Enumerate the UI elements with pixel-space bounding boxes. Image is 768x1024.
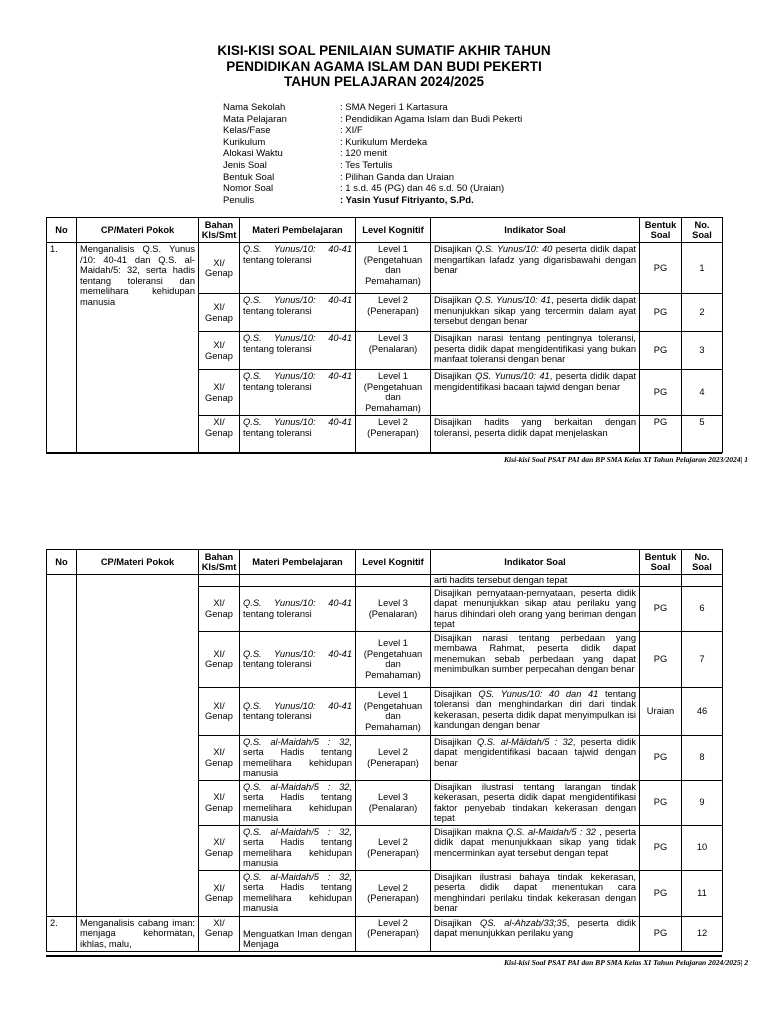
indikator-ayat: Q.S. al-Māidah/5 : 32	[476, 736, 573, 747]
indikator-post: , peserta didik dapat menunjukkaan sikap yang tidak mencerminkan ayat tersebut dengan tepat	[434, 826, 636, 858]
indikator-post: , peserta didik dapat menunjukkan sikap yang tercermin dalam ayat tersebut dengan benar	[434, 295, 636, 326]
materi-ayat: Q.S. Yunus/10: 40-41	[243, 700, 352, 711]
indikator-ayat: Q.S. Yunus/10: 40	[475, 244, 553, 254]
bahan-cell: XI/ Genap	[199, 294, 240, 332]
nosoal-cell: 2	[682, 294, 723, 332]
bentuk-cell: PG	[640, 916, 682, 951]
col-header-indikator: Indikator Soal	[431, 550, 640, 575]
level-cell: Level 3 (Penalaran)	[356, 780, 431, 825]
col-header-bentuk-line1: Bentuk	[644, 219, 677, 230]
level-cell: Level 2 (Penerapan)	[356, 735, 431, 780]
col-header-bahan-line1: Bahan	[204, 551, 234, 562]
level-cell: Level 2 (Penerapan)	[356, 294, 431, 332]
level-cell: Level 1 (Pengetahuan dan Pemahaman)	[356, 687, 431, 735]
title-line-3: TAHUN PELAJARAN 2024/2025	[283, 74, 485, 89]
col-header-bahan-line1: Bahan	[204, 219, 234, 230]
indikator-cell	[431, 916, 640, 951]
level-cell	[356, 575, 431, 587]
meta-value: : Pendidikan Agama Islam dan Budi Pekerti	[340, 113, 523, 125]
indikator-cell	[431, 586, 640, 631]
materi-cell	[240, 416, 356, 453]
col-header-bentuk	[640, 550, 682, 575]
col-header-bentuk-line1: Bentuk	[644, 551, 677, 562]
meta-row	[223, 183, 522, 195]
table-row	[47, 575, 723, 587]
indikator-post: tentang toleransi dan menghindarkan diri dari tindak kekerasan, peserta didik dapat menyimpulkan isi kandungan dengan benar	[434, 688, 636, 730]
materi-cell	[240, 825, 356, 870]
bahan-cell	[199, 575, 240, 587]
indikator-post: , peserta didik dapat mengidentifikasi bacaan tajwid dengan benar	[434, 371, 636, 392]
bentuk-cell: PG	[640, 586, 682, 631]
bahan-cell: XI/ Genap	[199, 332, 240, 370]
meta-value: : Tes Tertulis	[340, 159, 393, 171]
materi-text: tentang toleransi	[243, 427, 312, 438]
materi-text: tentang toleransi	[243, 659, 312, 669]
materi-text: tentang toleransi	[243, 608, 312, 619]
bentuk-cell: PG	[640, 735, 682, 780]
header-row	[47, 218, 723, 243]
bentuk-cell: PG	[640, 243, 682, 294]
col-header-bahan	[199, 550, 240, 575]
materi-text: tentang toleransi	[243, 343, 312, 354]
indikator-cell	[431, 416, 640, 453]
materi-cell	[240, 687, 356, 735]
indikator-cell	[431, 631, 640, 687]
indikator-cell	[431, 780, 640, 825]
bentuk-cell: PG	[640, 780, 682, 825]
meta-key: Nomor Soal	[223, 183, 274, 195]
col-header-materi: Materi Pembelajaran	[240, 218, 356, 243]
col-header-bahan-line2: Kls/Smt	[201, 562, 237, 572]
nosoal-cell	[682, 575, 723, 587]
bahan-cell: XI/ Genap	[199, 916, 240, 951]
col-header-nosoal	[682, 218, 723, 243]
table-row	[47, 916, 723, 951]
level-cell: Level 2 (Penerapan)	[356, 825, 431, 870]
table-row	[47, 243, 723, 294]
col-header-level: Level Kognitif	[356, 550, 431, 575]
meta-row	[223, 160, 522, 172]
nosoal-cell: 5	[682, 416, 723, 453]
bahan-cell: XI/ Genap	[199, 687, 240, 735]
indikator-pre: Disajikan	[434, 295, 475, 305]
bentuk-cell: PG	[640, 870, 682, 916]
materi-ayat: Q.S. Yunus/10: 40-41	[243, 648, 352, 659]
indikator-pre: Disajikan	[434, 371, 476, 381]
document-metadata	[223, 102, 522, 206]
level-cell: Level 1 (Pengetahuan dan Pemahaman)	[356, 370, 431, 416]
row-number: 2.	[47, 916, 77, 951]
cp-materi-cell: Menganalisis cabang iman: menjaga kehormatan, ikhlas, malu,	[77, 916, 199, 951]
meta-row	[223, 137, 522, 149]
indikator-cell	[431, 294, 640, 332]
materi-text: tentang toleransi	[243, 305, 312, 316]
materi-cell	[240, 243, 356, 294]
materi-ayat: Q.S. al-Maidah/5 : 32,	[243, 871, 352, 882]
materi-ayat: Q.S. al-Maidah/5 : 32,	[243, 781, 352, 792]
indikator-pre: Disajikan narasi tentang perbedaan yang membawa Rahmat, peserta didik dapat menemukan sebab perbedaan yang dapat menimbulkan sumber perpecahan dengan benar	[434, 632, 636, 674]
materi-cell	[240, 332, 356, 370]
indikator-pre: Disajikan makna	[434, 826, 507, 837]
bentuk-cell: Uraian	[640, 687, 682, 735]
col-header-materi: Materi Pembelajaran	[240, 550, 356, 575]
indikator-pre: Disajikan pernyataan-pernyataan, peserta didik dapat menunjukkan sikap atau perilaku yang harus dihindari oleh orang yang beriman dengan tepat	[434, 587, 636, 629]
title-line-1: KISI-KISI SOAL PENILAIAN SUMATIF AKHIR TAHUN	[217, 43, 551, 58]
bentuk-cell: PG	[640, 370, 682, 416]
meta-value: : SMA Negeri 1 Kartasura	[340, 102, 448, 113]
meta-value: : 120 menit	[340, 148, 387, 160]
page-2-footer: Kisi-kisi Soal PSAT PAI dan BP SMA Kelas XI Tahun Pelajaran 2024/2025| 2	[503, 958, 748, 967]
indikator-post: , peserta didik dapat mengidentifikasi bacaan tajwid dengan benar	[434, 736, 636, 768]
indikator-pre: Disajikan	[434, 244, 476, 254]
page-1-footer: Kisi-kisi Soal PSAT PAI dan BP SMA Kelas XI Tahun Pelajaran 2023/2024| 1	[503, 455, 748, 464]
materi-ayat: Q.S. Yunus/10: 40-41	[243, 295, 352, 305]
bentuk-cell: PG	[640, 332, 682, 370]
meta-value: : Pilihan Ganda dan Uraian	[340, 171, 455, 183]
bahan-cell: XI/ Genap	[199, 735, 240, 780]
col-header-bahan-line2: Kls/Smt	[201, 230, 237, 240]
nosoal-cell: 4	[682, 370, 723, 416]
meta-row	[223, 172, 522, 184]
col-header-bentuk-line2: Soal	[650, 230, 671, 240]
indikator-cell: arti hadits tersebut dengan tepat	[431, 575, 640, 587]
materi-text: serta Hadis tentang memelihara kehidupan manusia	[243, 747, 352, 778]
indikator-cell	[431, 687, 640, 735]
col-header-no: No	[47, 218, 77, 243]
materi-ayat: Q.S. Yunus/10: 40-41	[243, 333, 352, 343]
meta-key: Jenis Soal	[223, 159, 267, 171]
materi-cell: Menguatkan Iman dengan Menjaga	[240, 916, 356, 951]
indikator-ayat: Q.S. al-Maidah/5 : 32	[506, 826, 596, 837]
indikator-pre: Disajikan narasi tentang pentingnya toleransi, peserta didik dapat mengidentifikasi yang bukan manfaat toleransi dengan benar	[434, 333, 636, 364]
bahan-cell: XI/ Genap	[199, 780, 240, 825]
nosoal-cell: 10	[682, 825, 723, 870]
grid-table-page-1	[46, 217, 723, 453]
materi-cell	[240, 586, 356, 631]
level-cell: Level 2 (Penerapan)	[356, 416, 431, 453]
bahan-cell: XI/ Genap	[199, 631, 240, 687]
header-row	[47, 550, 723, 575]
indikator-ayat: QS. al-Ahzab/33;35	[479, 917, 567, 928]
materi-text: tentang toleransi	[243, 381, 312, 392]
indikator-post: peserta didik dapat mengartikan lafadz yang digarisbawahi dengan benar	[434, 244, 636, 275]
bahan-cell: XI/ Genap	[199, 870, 240, 916]
materi-ayat: Q.S. Yunus/10: 40-41	[243, 244, 352, 254]
bentuk-cell: PG	[640, 416, 682, 453]
col-header-cp: CP/Materi Pokok	[77, 218, 199, 243]
indikator-post: , peserta didik dapat menunjukkan perilaku yang	[434, 917, 636, 938]
indikator-cell	[431, 870, 640, 916]
materi-cell	[240, 575, 356, 587]
indikator-cell	[431, 243, 640, 294]
cp-materi-cell	[77, 575, 199, 917]
page-1-bottom-rule	[46, 452, 722, 454]
indikator-cell	[431, 370, 640, 416]
nosoal-cell: 11	[682, 870, 723, 916]
meta-row	[223, 114, 522, 126]
indikator-ayat: Q.S. Yunus/10: 41	[474, 295, 552, 305]
meta-key: Mata Pelajaran	[223, 113, 287, 125]
meta-value: : Yasin Yusuf Fitriyanto, S.Pd.	[340, 194, 474, 206]
indikator-ayat: QS. Yunus/10: 40 dan 41	[478, 688, 599, 699]
indikator-pre: Disajikan hadits yang berkaitan dengan toleransi, peserta didik dapat menjelaskan	[434, 417, 636, 438]
grid-table-page-2	[46, 549, 723, 952]
meta-key: Penulis	[223, 194, 255, 206]
level-cell: Level 1 (Pengetahuan dan Pemahaman)	[356, 243, 431, 294]
materi-text: serta Hadis tentang memelihara kehidupan manusia	[243, 837, 352, 868]
materi-ayat: Q.S. Yunus/10: 40-41	[243, 371, 352, 381]
nosoal-cell: 12	[682, 916, 723, 951]
nosoal-cell: 3	[682, 332, 723, 370]
materi-text: tentang toleransi	[243, 711, 312, 721]
indikator-pre: Disajikan	[434, 736, 477, 747]
level-cell: Level 3 (Penalaran)	[356, 586, 431, 631]
bahan-cell: XI/ Genap	[199, 825, 240, 870]
col-header-nosoal	[682, 550, 723, 575]
indikator-pre: Disajikan ilustrasi bahaya tindak kekerasan, peserta didik dapat menentukan cara menghindari perilaku tindak kekerasan dengan benar	[434, 871, 636, 913]
materi-text: serta Hadis tentang memelihara kehidupan manusia	[243, 792, 352, 823]
col-header-bentuk-line2: Soal	[650, 562, 671, 572]
col-header-bentuk	[640, 218, 682, 243]
level-cell: Level 1 (Pengetahuan dan Pemahaman)	[356, 631, 431, 687]
nosoal-cell: 6	[682, 586, 723, 631]
nosoal-cell: 9	[682, 780, 723, 825]
meta-value: : XI/F	[340, 125, 363, 137]
title-line-2: PENDIDIKAN AGAMA ISLAM DAN BUDI PEKERTI	[226, 58, 542, 74]
indikator-cell	[431, 735, 640, 780]
indikator-cell	[431, 825, 640, 870]
materi-ayat: Q.S. al-Maidah/5 : 32,	[243, 826, 352, 837]
col-header-bahan	[199, 218, 240, 243]
meta-key: Alokasi Waktu	[223, 148, 283, 160]
meta-row	[223, 125, 522, 137]
materi-text: serta Hadis tentang memelihara kehidupan manusia	[243, 882, 352, 913]
col-header-nosoal-line1: No.	[694, 219, 710, 230]
materi-cell	[240, 735, 356, 780]
indikator-pre: Disajikan	[434, 688, 479, 699]
nosoal-cell: 8	[682, 735, 723, 780]
materi-text: tentang toleransi	[243, 254, 312, 265]
bahan-cell: XI/ Genap	[199, 586, 240, 631]
materi-cell	[240, 370, 356, 416]
materi-ayat: Q.S. al-Maidah/5 : 32,	[243, 736, 352, 747]
bentuk-cell: PG	[640, 631, 682, 687]
meta-row	[223, 102, 522, 114]
meta-value: : Kurikulum Merdeka	[340, 136, 428, 148]
nosoal-cell: 46	[682, 687, 723, 735]
bahan-cell: XI/ Genap	[199, 370, 240, 416]
col-header-level: Level Kognitif	[356, 218, 431, 243]
materi-cell	[240, 870, 356, 916]
meta-value: : 1 s.d. 45 (PG) dan 46 s.d. 50 (Uraian)	[340, 183, 505, 195]
row-number: 1.	[47, 243, 77, 453]
col-header-indikator: Indikator Soal	[431, 218, 640, 243]
meta-key: Kelas/Fase	[223, 125, 271, 137]
bahan-cell: XI/ Genap	[199, 416, 240, 453]
nosoal-cell: 7	[682, 631, 723, 687]
bentuk-cell: PG	[640, 294, 682, 332]
nosoal-cell: 1	[682, 243, 723, 294]
level-cell: Level 2 (Penerapan)	[356, 916, 431, 951]
level-cell: Level 3 (Penalaran)	[356, 332, 431, 370]
document-title	[0, 43, 768, 90]
level-cell: Level 2 (Penerapan)	[356, 870, 431, 916]
materi-cell	[240, 631, 356, 687]
indikator-pre: Disajikan ilustrasi tentang larangan tindak kekerasan, peserta didik dapat mengidentifikasi faktor penyebab tindakan kekerasan dengan tepat	[434, 781, 636, 823]
col-header-nosoal-line2: Soal	[692, 230, 712, 240]
materi-cell	[240, 780, 356, 825]
bentuk-cell: PG	[640, 825, 682, 870]
bahan-cell: XI/ Genap	[199, 243, 240, 294]
col-header-nosoal-line1: No.	[694, 551, 710, 562]
page-2-bottom-rule	[46, 955, 722, 957]
row-number	[47, 575, 77, 917]
cp-materi-cell: Menganalisis Q.S. Yunus /10: 40-41 dan Q.S. al-Maidah/5: 32, serta hadis tentang toleransi dan memelihara kehidupan manusia	[77, 243, 199, 453]
meta-key: Nama Sekolah	[223, 102, 286, 113]
materi-ayat: Q.S. Yunus/10: 40-41	[243, 598, 352, 608]
col-header-no: No	[47, 550, 77, 575]
col-header-cp: CP/Materi Pokok	[77, 550, 199, 575]
col-header-nosoal-line2: Soal	[692, 562, 712, 572]
meta-row	[223, 148, 522, 160]
indikator-ayat: QS. Yunus/10: 41	[475, 371, 550, 381]
meta-key: Bentuk Soal	[223, 171, 275, 183]
indikator-pre: Disajikan	[434, 917, 480, 928]
indikator-cell	[431, 332, 640, 370]
bentuk-cell	[640, 575, 682, 587]
meta-row	[223, 195, 522, 207]
materi-cell	[240, 294, 356, 332]
materi-ayat: Q.S. Yunus/10: 40-41	[243, 417, 352, 427]
meta-key: Kurikulum	[223, 136, 266, 148]
